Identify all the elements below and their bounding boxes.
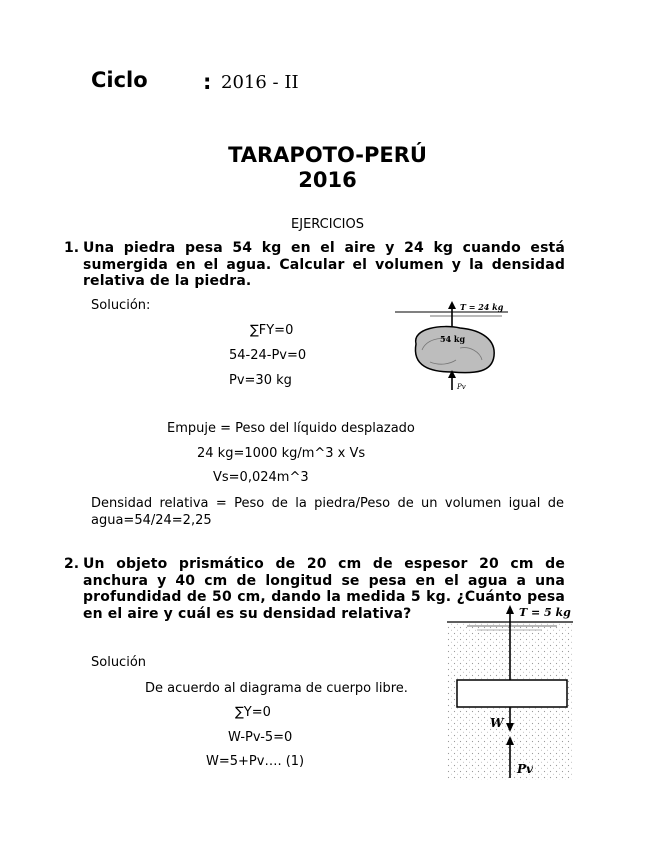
stone-weight-label: 54 kg [440, 334, 466, 344]
section-title: EJERCICIOS [291, 217, 364, 232]
exercise1-empuje: Empuje = Peso del líquido desplazado [167, 421, 415, 436]
exercise2-diagram-text: De acuerdo al diagrama de cuerpo libre. [145, 681, 408, 696]
page-title-year: 2016 [298, 168, 357, 192]
exercise2-solution-label: Solución [91, 655, 147, 670]
prism-figure [447, 602, 573, 780]
exercise1-eq4: 24 kg=1000 kg/m^3 x Vs [197, 446, 366, 461]
tension-arrowhead [448, 301, 456, 309]
prism-block [457, 680, 567, 707]
tension-label: T = 24 kg [460, 302, 504, 312]
exercise2-eq3: W=5+Pv…. (1) [206, 754, 305, 769]
exercise1-solution-label: Solución: [91, 298, 151, 313]
ciclo-colon: : [203, 70, 212, 94]
stone-figure [390, 300, 515, 392]
exercise1-eq5: Vs=0,024m^3 [213, 470, 309, 485]
buoyancy-label: Pv [457, 383, 466, 391]
exercise1-densidad: Densidad relativa = Peso de la piedra/Peso de un volumen igual de agua=54/24=2,25 [91, 496, 564, 528]
weight-label: W [490, 716, 504, 730]
tension-arrowhead [506, 605, 514, 614]
exercise2-number: 2. [64, 556, 80, 572]
tension-label: T = 5 kg [519, 606, 571, 619]
exercise1-number: 1. [64, 240, 80, 256]
buoyancy-label: Pv [517, 762, 533, 776]
exercise2-eq2: W-Pv-5=0 [228, 730, 293, 745]
exercise1-eq2: 54-24-Pv=0 [229, 348, 307, 363]
ciclo-label: Ciclo [91, 68, 148, 92]
page-title-city: TARAPOTO-PERÚ [228, 143, 427, 167]
exercise1-question: Una piedra pesa 54 kg en el aire y 24 kg cuando está sumergida en el agua. Calcular el volumen y la densidad relativa de la piedra. [83, 240, 565, 289]
exercise2-question: Un objeto prismático de 20 cm de espesor 20 cm de anchura y 40 cm de longitud se pesa en el agua a una profundidad de 50 cm, dando la medida 5 kg. ¿Cuánto pesa en el aire y cuál es su densidad relativa? [83, 556, 565, 622]
exercise1-eq1: ∑FY=0 [250, 323, 294, 338]
exercise1-eq3: Pv=30 kg [229, 373, 292, 388]
ciclo-value: 2016 - II [221, 72, 299, 93]
exercise2-eq1: ∑Y=0 [235, 705, 271, 720]
